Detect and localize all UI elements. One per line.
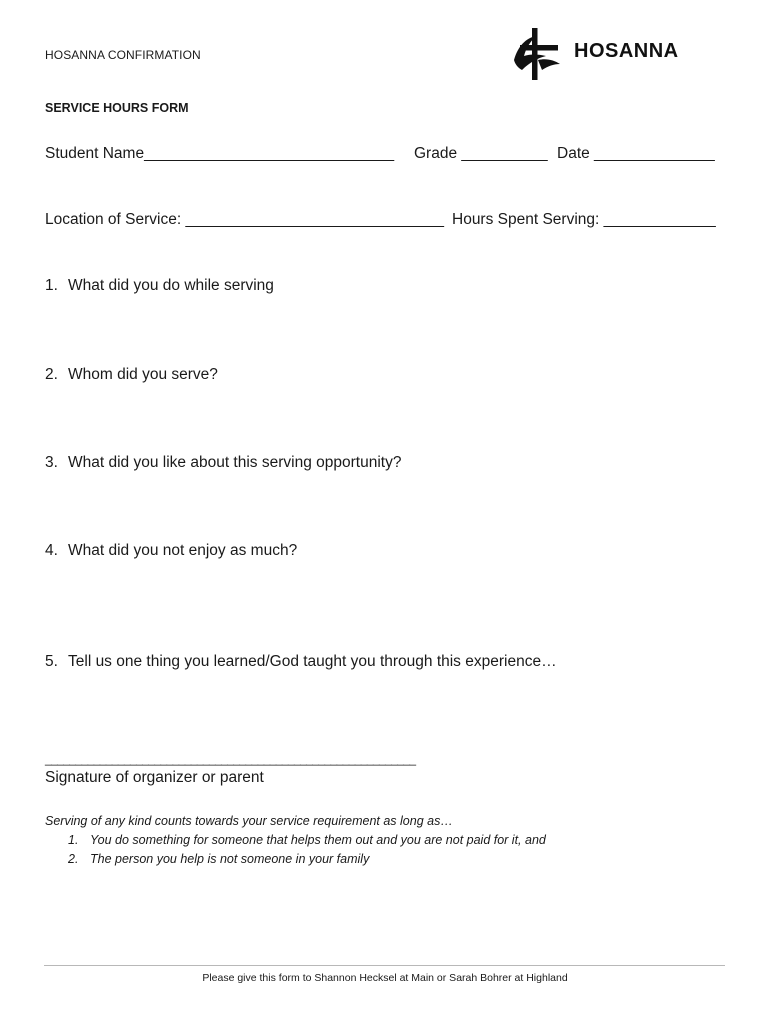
question-text: What did you like about this serving opportunity?	[68, 454, 402, 471]
note-item-text: The person you help is not someone in your family	[90, 852, 370, 866]
note-item-number: 1.	[68, 833, 79, 847]
question-4	[45, 542, 297, 560]
org-label: HOSANNA CONFIRMATION	[45, 48, 201, 62]
question-5	[45, 653, 557, 671]
question-1	[45, 277, 274, 295]
question-text: Tell us one thing you learned/God taught you through this experience…	[68, 653, 557, 670]
note-item-1	[68, 833, 546, 847]
question-number: 2.	[45, 366, 58, 383]
hours-field[interactable]: Hours Spent Serving: _____________	[452, 211, 716, 228]
logo	[508, 26, 688, 82]
hosanna-cross-logo-icon	[508, 26, 564, 82]
footer-text: Please give this form to Shannon Hecksel at Main or Sarah Bohrer at Highland	[202, 972, 568, 984]
logo-wordmark: HOSANNA	[574, 40, 679, 62]
grade-field[interactable]: Grade __________	[414, 145, 548, 162]
question-number: 5.	[45, 653, 58, 670]
question-text: What did you do while serving	[68, 277, 274, 294]
form-title: SERVICE HOURS FORM	[45, 101, 189, 115]
note-item-text: You do something for someone that helps them out and you are not paid for it, and	[90, 833, 546, 847]
question-number: 1.	[45, 277, 58, 294]
signature-line[interactable]: _____________________________________________________________	[45, 752, 416, 766]
note-item-2	[68, 852, 369, 866]
question-text: What did you not enjoy as much?	[68, 542, 298, 559]
student-name-field[interactable]: Student Name_____________________________	[45, 145, 395, 162]
location-field[interactable]: Location of Service: ______________________________	[45, 211, 445, 228]
question-number: 4.	[45, 542, 58, 559]
question-3	[45, 454, 401, 472]
note-intro: Serving of any kind counts towards your service requirement as long as…	[45, 814, 453, 828]
question-number: 3.	[45, 454, 58, 471]
question-text: Whom did you serve?	[68, 366, 218, 383]
signature-label: Signature of organizer or parent	[45, 769, 264, 786]
footer-divider	[44, 965, 725, 966]
question-2	[45, 366, 218, 384]
note-item-number: 2.	[68, 852, 79, 866]
date-field[interactable]: Date ______________	[557, 145, 715, 162]
